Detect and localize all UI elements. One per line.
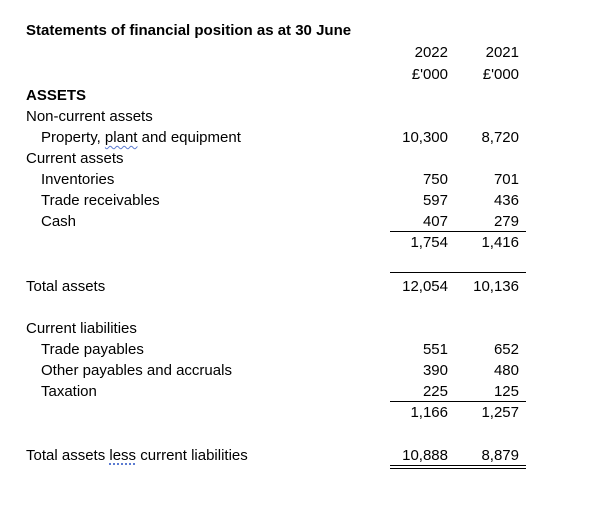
total-rule <box>390 272 526 273</box>
column-unit-2021: £'000 <box>482 66 519 83</box>
row-value-2022: 225 <box>422 383 448 400</box>
non-current-assets-heading: Non-current assets <box>26 108 153 125</box>
ppe-label-part: and equipment <box>137 129 241 146</box>
row-value-2021: 701 <box>493 171 519 188</box>
row-value-2022: 750 <box>422 171 448 188</box>
current-assets-total-2021: 1,416 <box>481 234 519 251</box>
column-header-2021: 2021 <box>485 44 519 61</box>
column-header-2022: 2022 <box>414 44 448 61</box>
column-unit-2022: £'000 <box>411 66 448 83</box>
subtotal-rule <box>390 231 526 232</box>
row-value-2021: 480 <box>493 362 519 379</box>
ppe-2021: 8,720 <box>481 129 519 146</box>
ppe-label-part: Property, <box>41 129 105 146</box>
ppe-2022: 10,300 <box>402 129 448 146</box>
row-value-2021: 652 <box>493 341 519 358</box>
row-label: Other payables and accruals <box>41 362 232 379</box>
assets-heading: ASSETS <box>26 87 87 104</box>
subtotal-rule <box>390 401 526 402</box>
row-label: Taxation <box>41 383 97 400</box>
row-value-2021: 125 <box>493 383 519 400</box>
current-assets-heading: Current assets <box>26 150 124 167</box>
net-2022: 10,888 <box>402 447 448 464</box>
row-label: Trade payables <box>41 341 144 358</box>
current-liabilities-heading: Current liabilities <box>26 320 137 337</box>
row-value-2022: 597 <box>422 192 448 209</box>
current-liabilities-total-2021: 1,257 <box>481 404 519 421</box>
current-assets-total-2022: 1,754 <box>410 234 448 251</box>
total-assets-2022: 12,054 <box>402 278 448 295</box>
net-label <box>26 447 248 464</box>
net-label-dotted: less <box>109 447 137 464</box>
page-title: Statements of financial position as at 30 June <box>26 22 352 39</box>
net-label-part: current liabilities <box>136 447 248 464</box>
row-label: Trade receivables <box>41 192 160 209</box>
double-rule-bottom <box>390 468 526 469</box>
row-value-2022: 551 <box>422 341 448 358</box>
ppe-label <box>41 129 241 146</box>
current-liabilities-total-2022: 1,166 <box>410 404 448 421</box>
double-rule-top <box>390 465 526 466</box>
total-assets-2021: 10,136 <box>473 278 519 295</box>
row-value-2022: 407 <box>422 213 448 230</box>
net-label-part: Total assets <box>26 447 110 464</box>
row-value-2021: 279 <box>493 213 519 230</box>
net-2021: 8,879 <box>481 447 519 464</box>
row-value-2021: 436 <box>493 192 519 209</box>
row-label: Cash <box>41 213 77 230</box>
ppe-label-squiggle: plant <box>104 129 138 146</box>
total-assets-label: Total assets <box>26 278 106 295</box>
row-label: Inventories <box>41 171 115 188</box>
row-value-2022: 390 <box>422 362 448 379</box>
